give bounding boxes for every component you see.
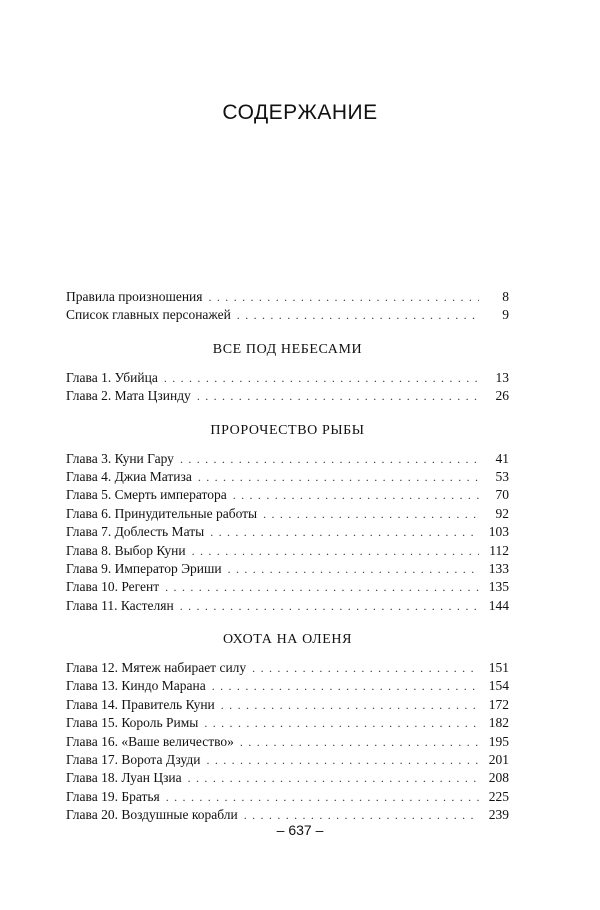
toc-entry-label: Глава 8. Выбор Куни bbox=[66, 542, 186, 558]
dot-leader bbox=[252, 659, 479, 677]
toc-entry-page: 195 bbox=[488, 733, 509, 749]
toc-entry bbox=[66, 751, 509, 769]
toc-entry bbox=[66, 505, 509, 523]
dot-leader bbox=[180, 450, 479, 468]
dot-leader bbox=[240, 733, 479, 751]
toc-entry bbox=[66, 523, 509, 541]
page-number: – 637 – bbox=[276, 822, 324, 838]
dot-leader bbox=[166, 788, 479, 806]
toc-entry-label: Глава 17. Ворота Дзуди bbox=[66, 752, 201, 768]
toc-entry bbox=[66, 288, 509, 306]
toc-entry-page: 70 bbox=[495, 487, 509, 503]
toc-entry-label: Глава 1. Убийца bbox=[66, 369, 158, 385]
dot-leader bbox=[206, 751, 479, 769]
toc-entry-label: Список главных персонажей bbox=[66, 307, 231, 323]
toc-entry-page: 41 bbox=[495, 450, 509, 466]
toc-entry bbox=[66, 696, 509, 714]
toc-entry-page: 133 bbox=[488, 560, 509, 576]
toc-entry bbox=[66, 597, 509, 615]
toc-entry bbox=[66, 733, 509, 751]
toc-entry-label: Глава 16. «Ваше величество» bbox=[66, 733, 234, 749]
toc-entry-label: Глава 20. Воздушные корабли bbox=[66, 807, 238, 823]
toc-entry bbox=[66, 306, 509, 324]
toc-entry-page: 26 bbox=[495, 388, 509, 404]
toc-entry-page: 144 bbox=[488, 597, 509, 613]
toc-entry bbox=[66, 369, 509, 387]
toc-entry-page: 201 bbox=[488, 752, 509, 768]
dot-leader bbox=[210, 523, 479, 541]
toc-entry-page: 151 bbox=[488, 660, 509, 676]
toc-entry-label: Глава 13. Киндо Марана bbox=[66, 678, 206, 694]
toc-entry bbox=[66, 486, 509, 504]
toc-entry-label: Глава 9. Император Эриши bbox=[66, 560, 222, 576]
toc-entry-page: 225 bbox=[488, 788, 509, 804]
part-title: ПРОРОЧЕСТВО РЫБЫ bbox=[210, 422, 365, 438]
dot-leader bbox=[197, 387, 479, 405]
dot-leader bbox=[221, 696, 479, 714]
dot-leader bbox=[180, 597, 479, 615]
toc-entry bbox=[66, 387, 509, 405]
toc-entry bbox=[66, 769, 509, 787]
toc-entry bbox=[66, 659, 509, 677]
toc-entry-label: Глава 6. Принудительные работы bbox=[66, 505, 258, 521]
dot-leader bbox=[212, 677, 479, 695]
dot-leader bbox=[188, 769, 479, 787]
toc-entry-label: Глава 12. Мятеж набирает силу bbox=[66, 660, 247, 676]
toc-entry-label: Правила произношения bbox=[66, 289, 203, 304]
toc-entry-label: Глава 15. Король Римы bbox=[66, 715, 199, 731]
toc-entry-page: 8 bbox=[502, 289, 509, 304]
toc-entry-page: 182 bbox=[488, 715, 509, 731]
toc-entry-label: Глава 7. Доблесть Маты bbox=[66, 524, 205, 540]
toc-entry-label: Глава 3. Куни Гару bbox=[66, 450, 174, 466]
toc-entry-page: 239 bbox=[488, 807, 509, 823]
toc-entry-page: 172 bbox=[488, 696, 509, 712]
dot-leader bbox=[237, 306, 479, 324]
dot-leader bbox=[228, 560, 479, 578]
toc-entry bbox=[66, 450, 509, 468]
toc-entry-label: Глава 14. Правитель Куни bbox=[66, 696, 215, 712]
dot-leader bbox=[164, 369, 479, 387]
toc-entry bbox=[66, 677, 509, 695]
toc-entry-page: 135 bbox=[488, 579, 509, 595]
toc-entry-page: 13 bbox=[495, 369, 509, 385]
dot-leader bbox=[204, 714, 479, 732]
toc-entry-label: Глава 10. Регент bbox=[66, 579, 160, 595]
toc-entry-page: 208 bbox=[488, 770, 509, 786]
toc-entry-page: 9 bbox=[502, 307, 509, 323]
toc-entry-page: 112 bbox=[489, 542, 509, 558]
toc-entry-page: 103 bbox=[488, 524, 509, 540]
toc-entry-page: 92 bbox=[495, 505, 509, 521]
dot-leader bbox=[192, 542, 479, 560]
front-matter-list bbox=[66, 288, 509, 325]
part-title: ОХОТА НА ОЛЕНЯ bbox=[222, 632, 353, 648]
toc-entry bbox=[66, 714, 509, 732]
part-entries bbox=[66, 659, 509, 825]
toc-entry-label: Глава 19. Братья bbox=[66, 788, 160, 804]
part-entries bbox=[66, 450, 509, 616]
page-title: СОДЕРЖАНИЕ bbox=[222, 101, 378, 124]
toc-entry bbox=[66, 788, 509, 806]
toc-entry-label: Глава 18. Луан Цзиа bbox=[66, 770, 182, 786]
toc-entry-label: Глава 5. Смерть императора bbox=[66, 487, 227, 503]
dot-leader bbox=[233, 486, 479, 504]
toc-entry bbox=[66, 468, 509, 486]
toc-entry bbox=[66, 578, 509, 596]
toc-entry bbox=[66, 560, 509, 578]
toc-entry-page: 154 bbox=[488, 678, 509, 694]
table-of-contents bbox=[66, 288, 509, 825]
toc-entry-page: 53 bbox=[495, 468, 509, 484]
dot-leader bbox=[165, 578, 479, 596]
toc-entry-label: Глава 2. Мата Цзинду bbox=[66, 388, 191, 404]
dot-leader bbox=[198, 468, 479, 486]
part-entries bbox=[66, 369, 509, 406]
toc-entry-label: Глава 11. Кастелян bbox=[66, 597, 174, 613]
toc-entry-label: Глава 4. Джиа Матиза bbox=[66, 468, 192, 484]
part-title: ВСЕ ПОД НЕБЕСАМИ bbox=[212, 341, 363, 357]
dot-leader bbox=[209, 288, 480, 306]
dot-leader bbox=[263, 505, 479, 523]
toc-entry bbox=[66, 542, 509, 560]
